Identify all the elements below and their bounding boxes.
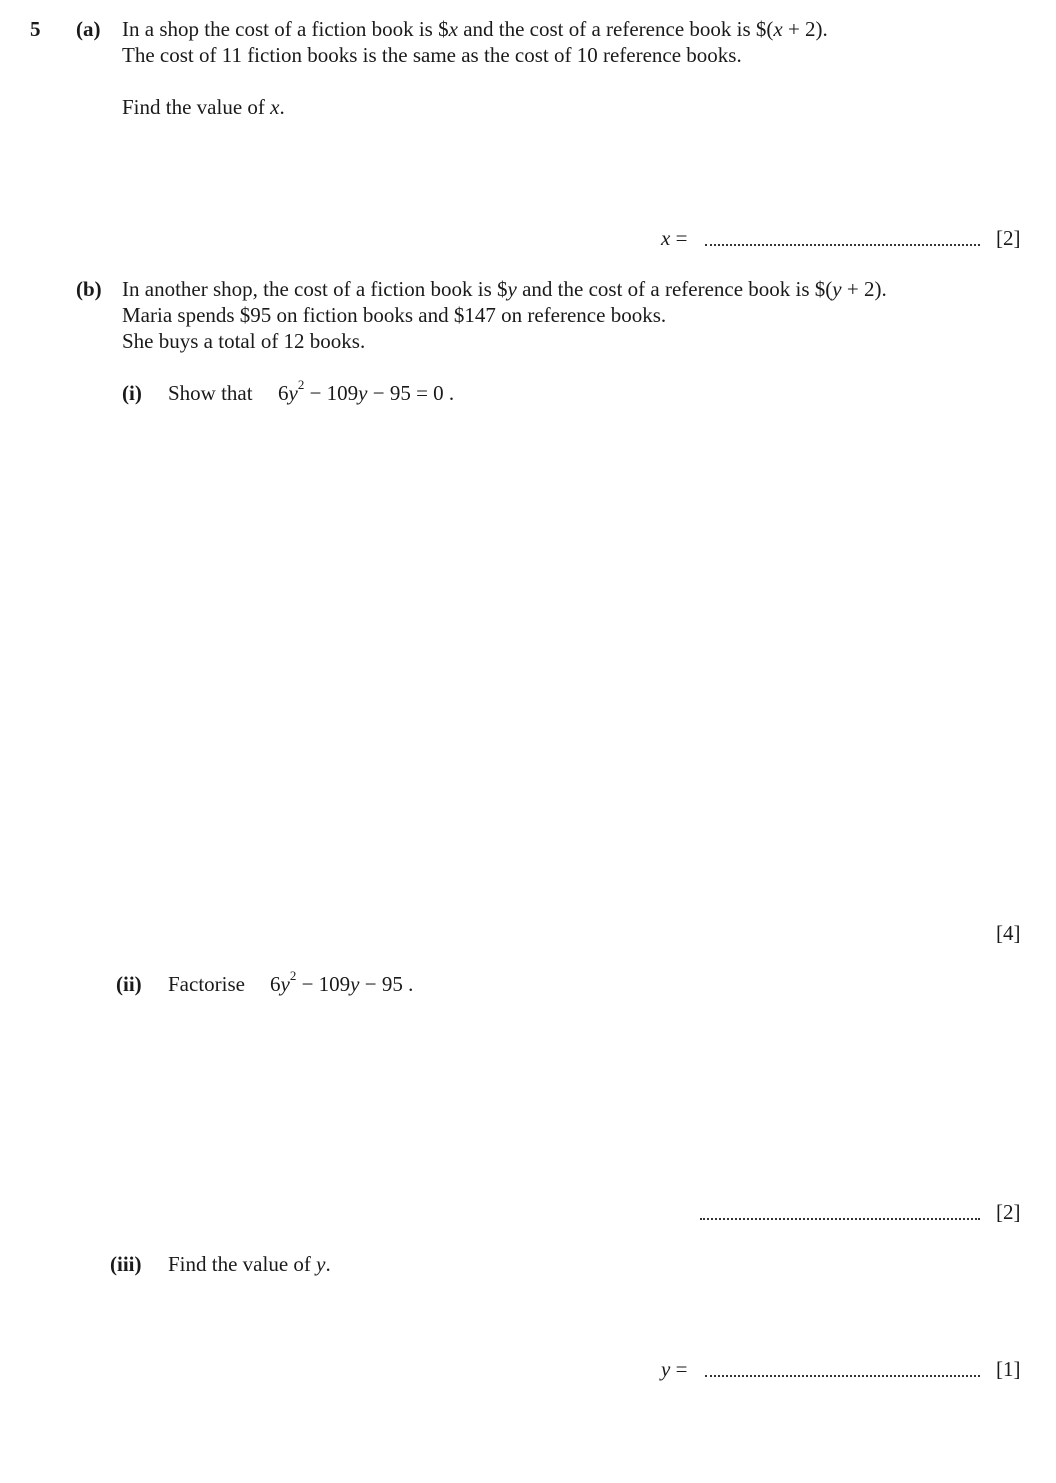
part-a-line-1: In a shop the cost of a fiction book is $x and the cost of a reference book is $(x + 2).	[122, 17, 828, 41]
sub-ii-text: Factorise	[168, 972, 245, 996]
sub-ii-label: (ii)	[116, 972, 142, 996]
part-a-line-2: The cost of 11 fiction books is the same as the cost of 10 reference books.	[122, 43, 742, 67]
part-b-line-2: Maria spends $95 on fiction books and $147 on reference books.	[122, 303, 667, 327]
sub-i-text: Show that	[168, 381, 253, 405]
sub-iii-label: (iii)	[110, 1252, 142, 1276]
part-a-marks: [2]	[996, 226, 1021, 250]
part-a-answer-line[interactable]	[705, 244, 980, 246]
part-a-instruction: Find the value of x.	[122, 95, 285, 119]
sub-iii-text: Find the value of y.	[168, 1252, 331, 1276]
part-b-line-1: In another shop, the cost of a fiction book is $y and the cost of a reference book is $(y + 2).	[122, 277, 887, 301]
sub-iii-answer-label: y =	[661, 1357, 688, 1381]
part-a-label: (a)	[76, 17, 101, 41]
sub-i-equation: $6y^2 - 109y - 95 = 0$ .	[278, 377, 455, 405]
sub-iii-marks: [1]	[996, 1357, 1021, 1381]
part-a-answer-label: x =	[661, 226, 688, 250]
sub-ii-expression: $6y^2 - 109y - 95$ .	[270, 968, 414, 996]
question-number: 5	[30, 17, 41, 41]
sub-i-label: (i)	[122, 381, 142, 405]
sub-ii-marks: [2]	[996, 1200, 1021, 1224]
sub-iii-answer-line[interactable]	[705, 1375, 980, 1377]
sub-ii-answer-line[interactable]	[700, 1218, 980, 1220]
part-b-line-3: She buys a total of 12 books.	[122, 329, 366, 353]
part-b-label: (b)	[76, 277, 102, 301]
sub-i-marks: [4]	[996, 921, 1021, 945]
